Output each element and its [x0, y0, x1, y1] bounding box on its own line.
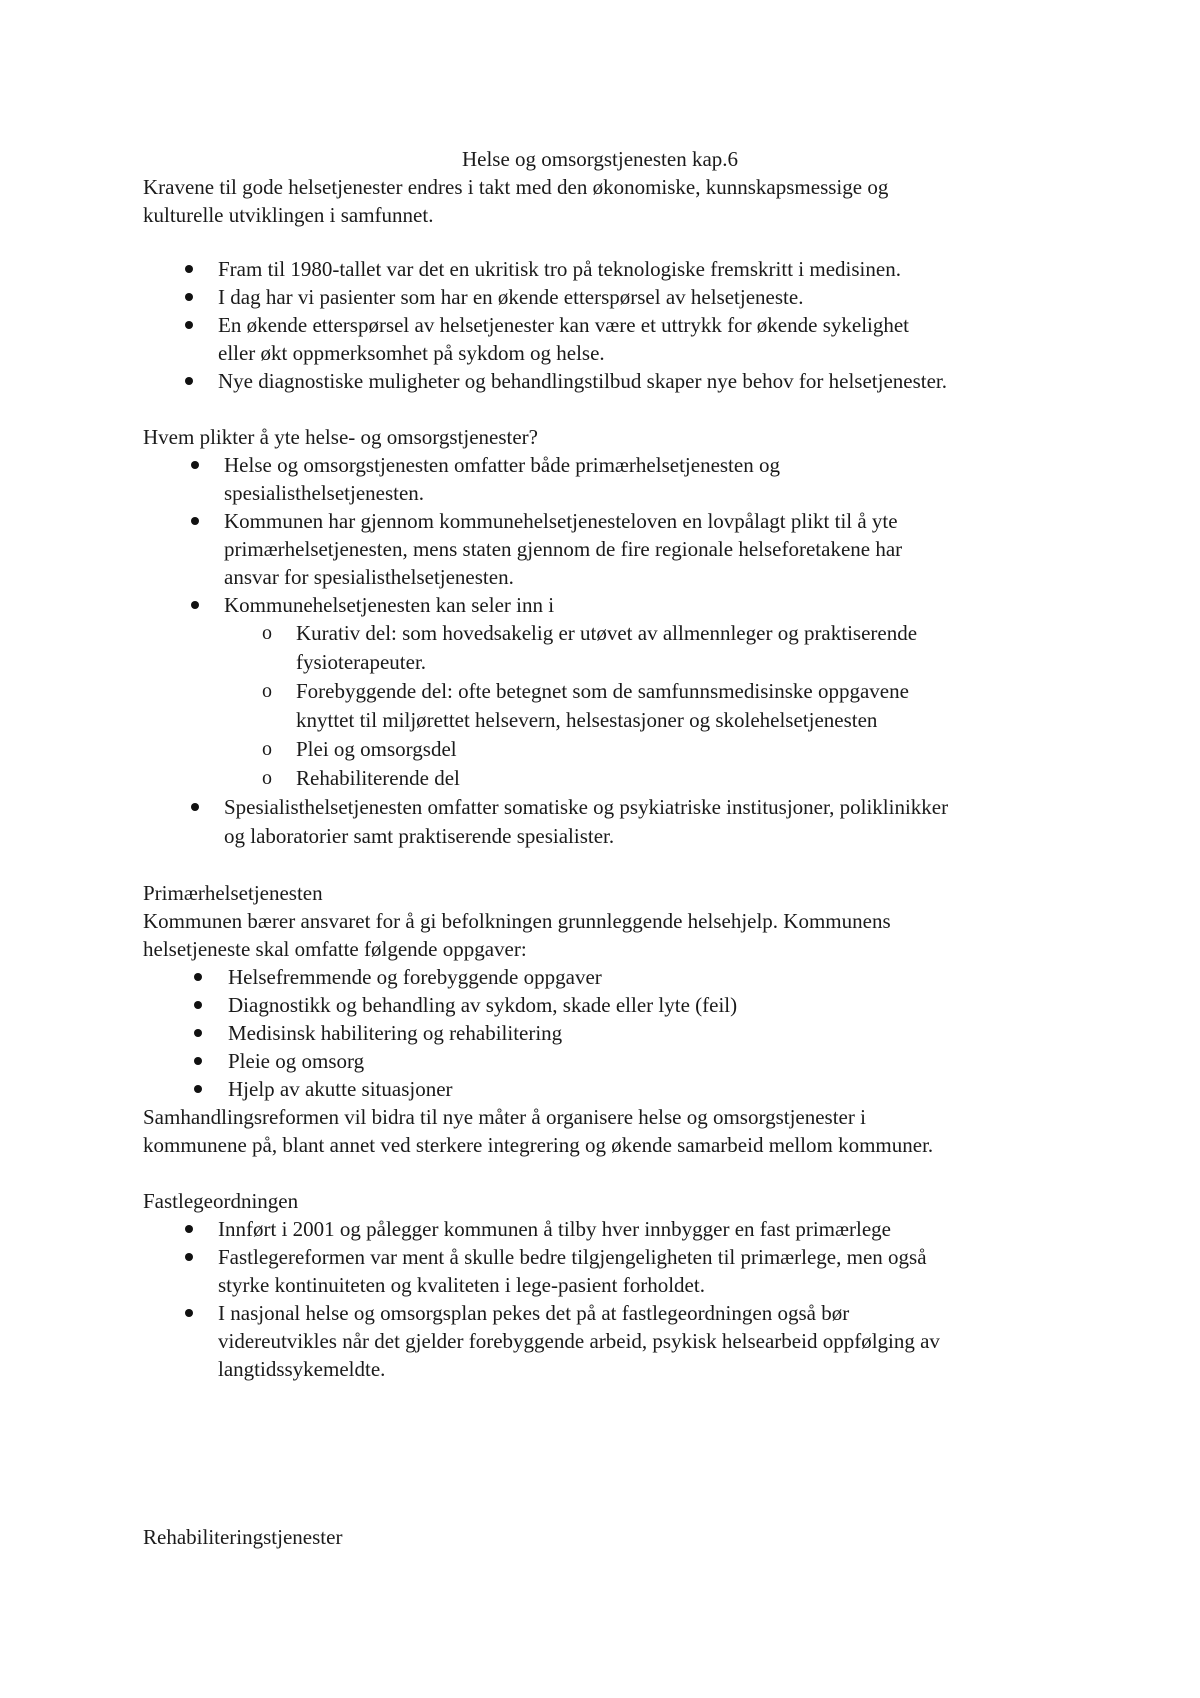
intro-line-2: kulturelle utviklingen i samfunnet. — [143, 203, 434, 227]
sub-list-item: Kurativ del: som hovedsakelig er utøvet av allmennleger og praktiserende — [296, 621, 918, 645]
section-text: kommunene på, blant annet ved sterkere integrering og økende samarbeid mellom kommuner. — [143, 1133, 934, 1157]
list-item: Innført i 2001 og pålegger kommunen å tilby hver innbygger en fast primærlege — [218, 1217, 891, 1241]
bullet-dot — [194, 1057, 202, 1065]
list-item-continuation: langtidssykemeldte. — [218, 1357, 386, 1381]
list-item: Pleie og omsorg — [228, 1049, 365, 1073]
circle-marker: o — [262, 767, 272, 789]
list-item: Fastlegereformen var ment å skulle bedre tilgjengeligheten til primærlege, men også — [218, 1245, 927, 1269]
sub-list-item: Plei og omsorgsdel — [296, 737, 457, 761]
list-item: Fram til 1980-tallet var det en ukritisk tro på teknologiske fremskritt i medisinen. — [218, 257, 901, 281]
list-item-continuation: spesialisthelsetjenesten. — [224, 481, 425, 505]
bullet-dot — [185, 1253, 193, 1261]
list-item: Hjelp av akutte situasjoner — [228, 1077, 453, 1101]
bullet-dot — [185, 1225, 193, 1233]
list-item-continuation: styrke kontinuiteten og kvaliteten i lege-pasient forholdet. — [218, 1273, 705, 1297]
list-item: Spesialisthelsetjenesten omfatter somatiske og psykiatriske institusjoner, poliklinikker — [224, 795, 949, 819]
list-item: Kommunen har gjennom kommunehelsetjenesteloven en lovpålagt plikt til å yte — [224, 509, 898, 533]
sub-list-item: Rehabiliterende del — [296, 766, 460, 790]
list-item-continuation: eller økt oppmerksomhet på sykdom og helse. — [218, 341, 605, 365]
section-heading-fastlegeordningen: Fastlegeordningen — [143, 1189, 299, 1213]
list-item-continuation: videreutvikles når det gjelder forebyggende arbeid, psykisk helsearbeid oppfølging av — [218, 1329, 940, 1353]
circle-marker: o — [262, 738, 272, 760]
list-item-continuation: ansvar for spesialisthelsetjenesten. — [224, 565, 514, 589]
bullet-dot — [194, 1085, 202, 1093]
section-heading-rehabiliteringstjenester: Rehabiliteringstjenester — [143, 1525, 343, 1549]
document-title: Helse og omsorgstjenesten kap.6 — [461, 147, 739, 171]
bullet-dot — [194, 973, 202, 981]
list-item: Kommunehelsetjenesten kan seler inn i — [224, 593, 555, 617]
list-item: Helsefremmende og forebyggende oppgaver — [228, 965, 602, 989]
bullet-dot — [191, 803, 199, 811]
section-heading-plikter: Hvem plikter å yte helse- og omsorgstjenester? — [143, 425, 539, 449]
bullet-dot — [185, 265, 193, 273]
list-item: I dag har vi pasienter som har en økende etterspørsel av helsetjeneste. — [218, 285, 804, 309]
bullet-dot — [191, 601, 199, 609]
circle-marker: o — [262, 622, 272, 644]
circle-marker: o — [262, 680, 272, 702]
section-heading-primaerhelsetjenesten: Primærhelsetjenesten — [143, 881, 323, 905]
bullet-dot — [185, 293, 193, 301]
bullet-dot — [191, 517, 199, 525]
list-item: En økende etterspørsel av helsetjenester kan være et uttrykk for økende sykelighet — [218, 313, 910, 337]
list-item: Nye diagnostiske muligheter og behandlingstilbud skaper nye behov for helsetjenester. — [218, 369, 947, 393]
list-item-continuation: og laboratorier samt praktiserende spesialister. — [224, 824, 615, 848]
list-item: I nasjonal helse og omsorgsplan pekes det på at fastlegeordningen også bør — [218, 1301, 850, 1325]
bullet-dot — [185, 1309, 193, 1317]
sub-list-item-continuation: fysioterapeuter. — [296, 650, 427, 674]
bullet-dot — [194, 1001, 202, 1009]
list-item: Diagnostikk og behandling av sykdom, skade eller lyte (feil) — [228, 993, 738, 1017]
bullet-dot — [185, 377, 193, 385]
list-item: Helse og omsorgstjenesten omfatter både primærhelsetjenesten og — [224, 453, 780, 477]
intro-line-1: Kravene til gode helsetjenester endres i takt med den økonomiske, kunnskapsmessige og — [143, 175, 889, 199]
sub-list-item-continuation: knyttet til miljørettet helsevern, helsestasjoner og skolehelsetjenesten — [296, 708, 878, 732]
list-item: Medisinsk habilitering og rehabilitering — [228, 1021, 563, 1045]
sub-list-item: Forebyggende del: ofte betegnet som de samfunnsmedisinske oppgavene — [296, 679, 909, 703]
section-text: Samhandlingsreformen vil bidra til nye måter å organisere helse og omsorgstjenester i — [143, 1105, 866, 1129]
bullet-dot — [191, 461, 199, 469]
bullet-dot — [194, 1029, 202, 1037]
list-item-continuation: primærhelsetjenesten, mens staten gjennom de fire regionale helseforetakene har — [224, 537, 903, 561]
section-text: Kommunen bærer ansvaret for å gi befolkningen grunnleggende helsehjelp. Kommunens — [143, 909, 891, 933]
bullet-dot — [185, 321, 193, 329]
section-text: helsetjeneste skal omfatte følgende oppgaver: — [143, 937, 527, 961]
